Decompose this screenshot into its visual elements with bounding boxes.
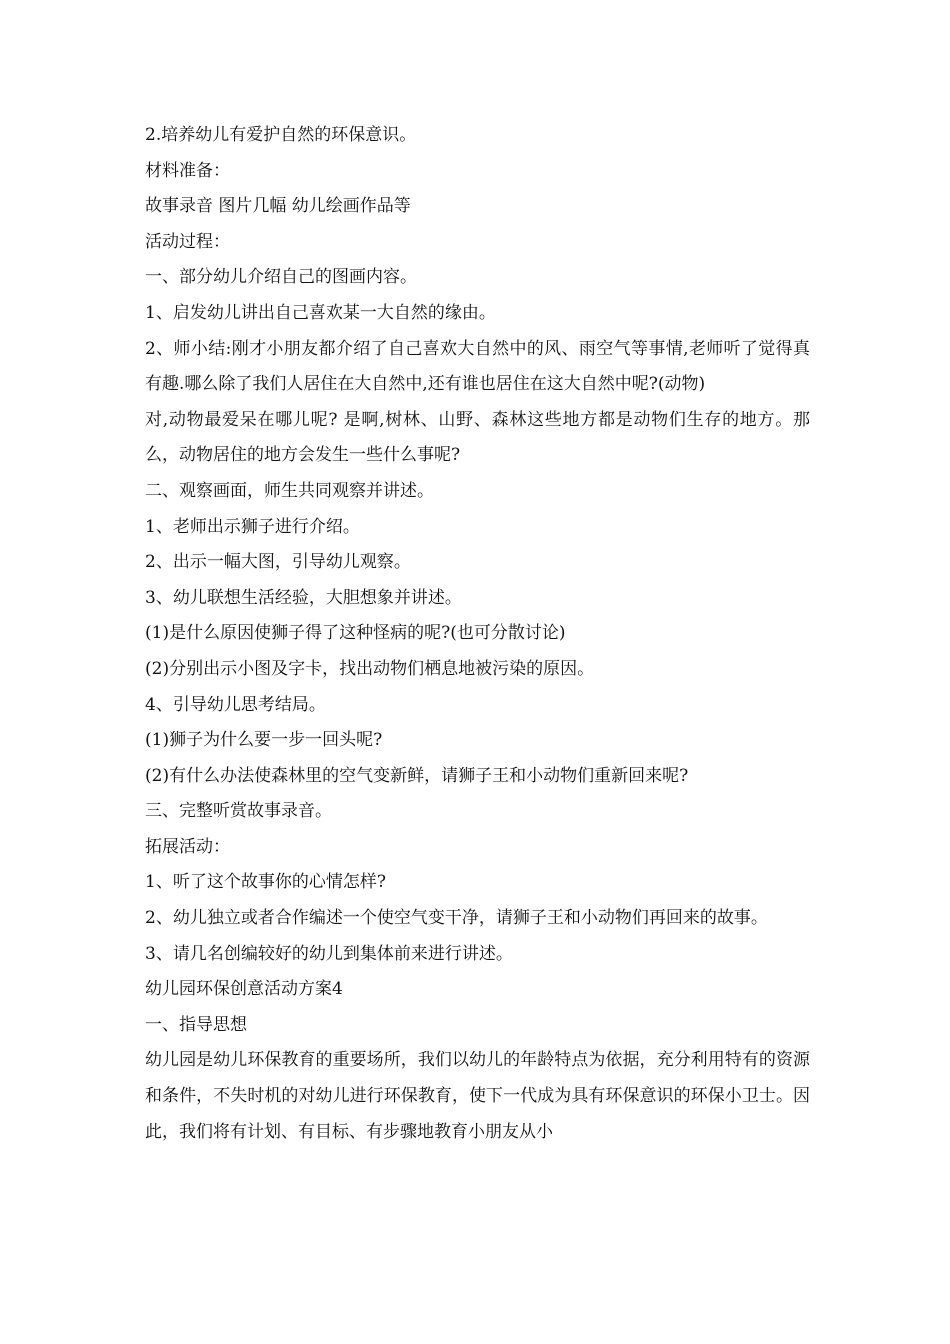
paragraph-step-1: 一、部分幼儿介绍自己的图画内容。: [145, 267, 417, 288]
paragraph-step-1-1: 1、启发幼儿讲出自己喜欢某一大自然的缘由。: [145, 302, 496, 323]
paragraph-extension-heading: 拓展活动：: [145, 836, 230, 857]
document-body: [145, 118, 810, 1150]
paragraph-step-2-4-1: (1)狮子为什么要一步一回头呢?: [145, 730, 383, 751]
paragraph-step-2-2: 2、出示一幅大图，引导幼儿观察。: [145, 552, 411, 573]
paragraph-goal-2: 2.培养幼儿有爱护自然的环保意识。: [145, 125, 417, 145]
paragraph-step-2-3-2: (2)分别出示小图及字卡，找出动物们栖息地被污染的原因。: [145, 658, 595, 679]
paragraph-extension-1: 1、听了这个故事你的心情怎样?: [145, 872, 386, 893]
paragraph-step-1-3: 对,动物最爱呆在哪儿呢? 是啊,树林、山野、森林这些地方都是动物们生存的地方。那么，动物居住的地方会发生一些什么事呢?: [145, 409, 810, 466]
paragraph-materials-list: 故事录音 图片几幅 幼儿绘画作品等: [145, 196, 411, 217]
paragraph-process-heading: 活动过程：: [145, 231, 230, 252]
paragraph-extension-2: 2、幼儿独立或者合作编述一个使空气变干净，请狮子王和小动物们再回来的故事。: [145, 908, 768, 929]
section-heading-guiding-ideology: 一、指导思想: [145, 1014, 247, 1035]
paragraph-step-3: 三、完整听赏故事录音。: [145, 801, 332, 822]
paragraph-step-2: 二、观察画面，师生共同观察并讲述。: [145, 480, 434, 501]
paragraph-step-2-3: 3、幼儿联想生活经验，大胆想象并讲述。: [145, 587, 462, 608]
paragraph-materials-heading: 材料准备：: [145, 160, 230, 181]
paragraph-step-2-1: 1、老师出示狮子进行介绍。: [145, 516, 360, 537]
paragraph-step-1-2: 2、师小结:刚才小朋友都介绍了自己喜欢大自然中的风、雨空气等事情,老师听了觉得真有趣.哪么除了我们人居住在大自然中,还有谁也居住在这大自然中呢?(动物): [145, 338, 810, 395]
paragraph-extension-3: 3、请几名创编较好的幼儿到集体前来进行讲述。: [145, 943, 513, 964]
section-title: 幼儿园环保创意活动方案4: [145, 979, 343, 1000]
paragraph-step-2-4: 4、引导幼儿思考结局。: [145, 694, 326, 715]
paragraph-step-2-3-1: (1)是什么原因使狮子得了这种怪病的呢?(也可分散讨论): [145, 623, 566, 644]
paragraph-step-2-4-2: (2)有什么办法使森林里的空气变新鲜，请狮子王和小动物们重新回来呢?: [145, 765, 689, 786]
paragraph-guiding-ideology-body: 幼儿园是幼儿环保教育的重要场所，我们以幼儿的年龄特点为依据，充分利用特有的资源和条件，不失时机的对幼儿进行环保教育，使下一代成为具有环保意识的环保小卫士。因此，我们将有计划、有目标、有步骤地教育小朋友从小: [145, 1050, 810, 1142]
